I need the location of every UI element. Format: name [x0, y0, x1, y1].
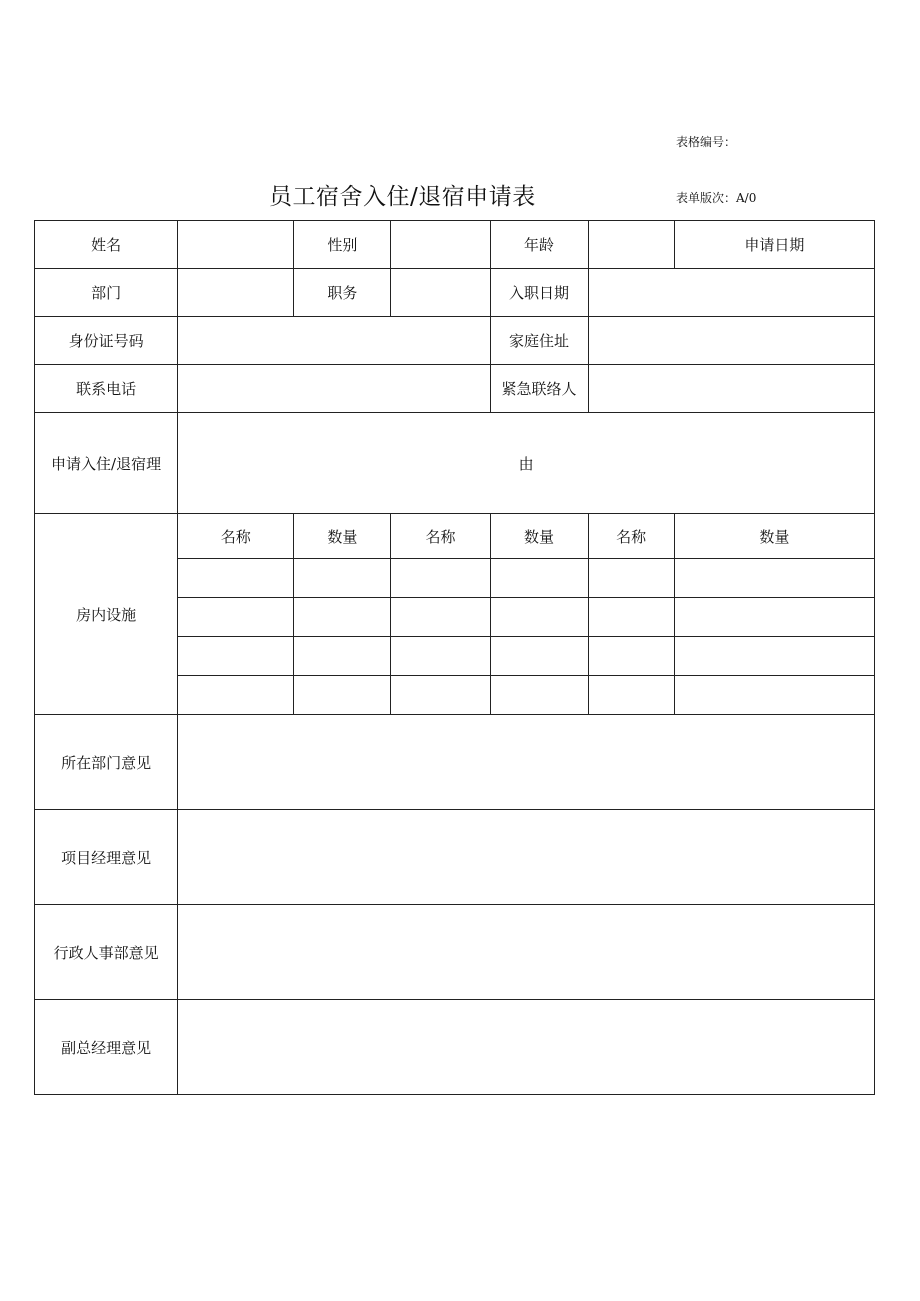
- hr-opinion-input-cell[interactable]: [178, 905, 875, 1000]
- facility-cell[interactable]: [490, 598, 588, 637]
- reason-input-cell[interactable]: [178, 413, 875, 514]
- department-label: 部门: [35, 269, 178, 317]
- facility-cell[interactable]: [588, 559, 674, 598]
- reason-label-cont: 由: [518, 454, 534, 473]
- facility-cell[interactable]: [588, 637, 674, 676]
- application-form-table: [34, 220, 875, 1095]
- facility-cell[interactable]: [674, 598, 874, 637]
- facility-cell[interactable]: [674, 676, 874, 715]
- age-input-cell[interactable]: [588, 221, 674, 269]
- facility-cell[interactable]: [391, 559, 490, 598]
- facility-cell[interactable]: [294, 676, 391, 715]
- phone-input-cell[interactable]: [178, 365, 490, 413]
- department-input-cell[interactable]: [178, 269, 294, 317]
- apply-date-cell[interactable]: 申请日期: [674, 221, 874, 269]
- gender-input-cell[interactable]: [391, 221, 490, 269]
- facility-cell[interactable]: [391, 676, 490, 715]
- form-version: [676, 189, 756, 206]
- version-value: A/0: [736, 191, 757, 205]
- page-title: 员工宿舍入住/退宿申请表: [269, 184, 536, 210]
- facility-cell[interactable]: [178, 637, 294, 676]
- hr-opinion-label: 行政人事部意见: [35, 905, 178, 1000]
- facility-header: 名称: [178, 514, 294, 559]
- vp-opinion-label: 副总经理意见: [35, 1000, 178, 1095]
- facility-header: 数量: [490, 514, 588, 559]
- hire-date-input-cell[interactable]: [588, 269, 874, 317]
- facility-header: 数量: [294, 514, 391, 559]
- facility-header: 数量: [674, 514, 874, 559]
- version-label: 表单版次：: [676, 191, 737, 205]
- position-input-cell[interactable]: [391, 269, 490, 317]
- facility-cell[interactable]: [674, 559, 874, 598]
- gender-label: 性别: [294, 221, 391, 269]
- facility-header: 名称: [588, 514, 674, 559]
- facility-cell[interactable]: [294, 598, 391, 637]
- facility-cell[interactable]: [490, 559, 588, 598]
- name-input-cell[interactable]: [178, 221, 294, 269]
- emergency-contact-label: 紧急联络人: [490, 365, 588, 413]
- dept-opinion-input-cell[interactable]: [178, 715, 875, 810]
- emergency-contact-input-cell[interactable]: [588, 365, 874, 413]
- facility-cell[interactable]: [490, 676, 588, 715]
- pm-opinion-input-cell[interactable]: [178, 810, 875, 905]
- phone-label: 联系电话: [35, 365, 178, 413]
- id-number-input-cell[interactable]: [178, 317, 490, 365]
- position-label: 职务: [294, 269, 391, 317]
- home-address-input-cell[interactable]: [588, 317, 874, 365]
- name-label: 姓名: [35, 221, 178, 269]
- facility-cell[interactable]: [391, 637, 490, 676]
- facility-cell[interactable]: [178, 559, 294, 598]
- age-label: 年龄: [490, 221, 588, 269]
- facility-cell[interactable]: [178, 598, 294, 637]
- facility-cell[interactable]: [588, 676, 674, 715]
- id-number-label: 身份证号码: [35, 317, 178, 365]
- form-number-label: 表格编号：: [676, 135, 737, 149]
- facility-cell[interactable]: [294, 559, 391, 598]
- dept-opinion-label: 所在部门意见: [35, 715, 178, 810]
- pm-opinion-label: 项目经理意见: [35, 810, 178, 905]
- home-address-label: 家庭住址: [490, 317, 588, 365]
- facility-cell[interactable]: [674, 637, 874, 676]
- facility-cell[interactable]: [588, 598, 674, 637]
- facility-cell[interactable]: [178, 676, 294, 715]
- facility-cell[interactable]: [490, 637, 588, 676]
- vp-opinion-input-cell[interactable]: [178, 1000, 875, 1095]
- facility-header: 名称: [391, 514, 490, 559]
- facility-cell[interactable]: [391, 598, 490, 637]
- facility-cell[interactable]: [294, 637, 391, 676]
- hire-date-label: 入职日期: [490, 269, 588, 317]
- reason-label: 申请入住/退宿理: [35, 413, 178, 514]
- facilities-label: 房内设施: [35, 514, 178, 715]
